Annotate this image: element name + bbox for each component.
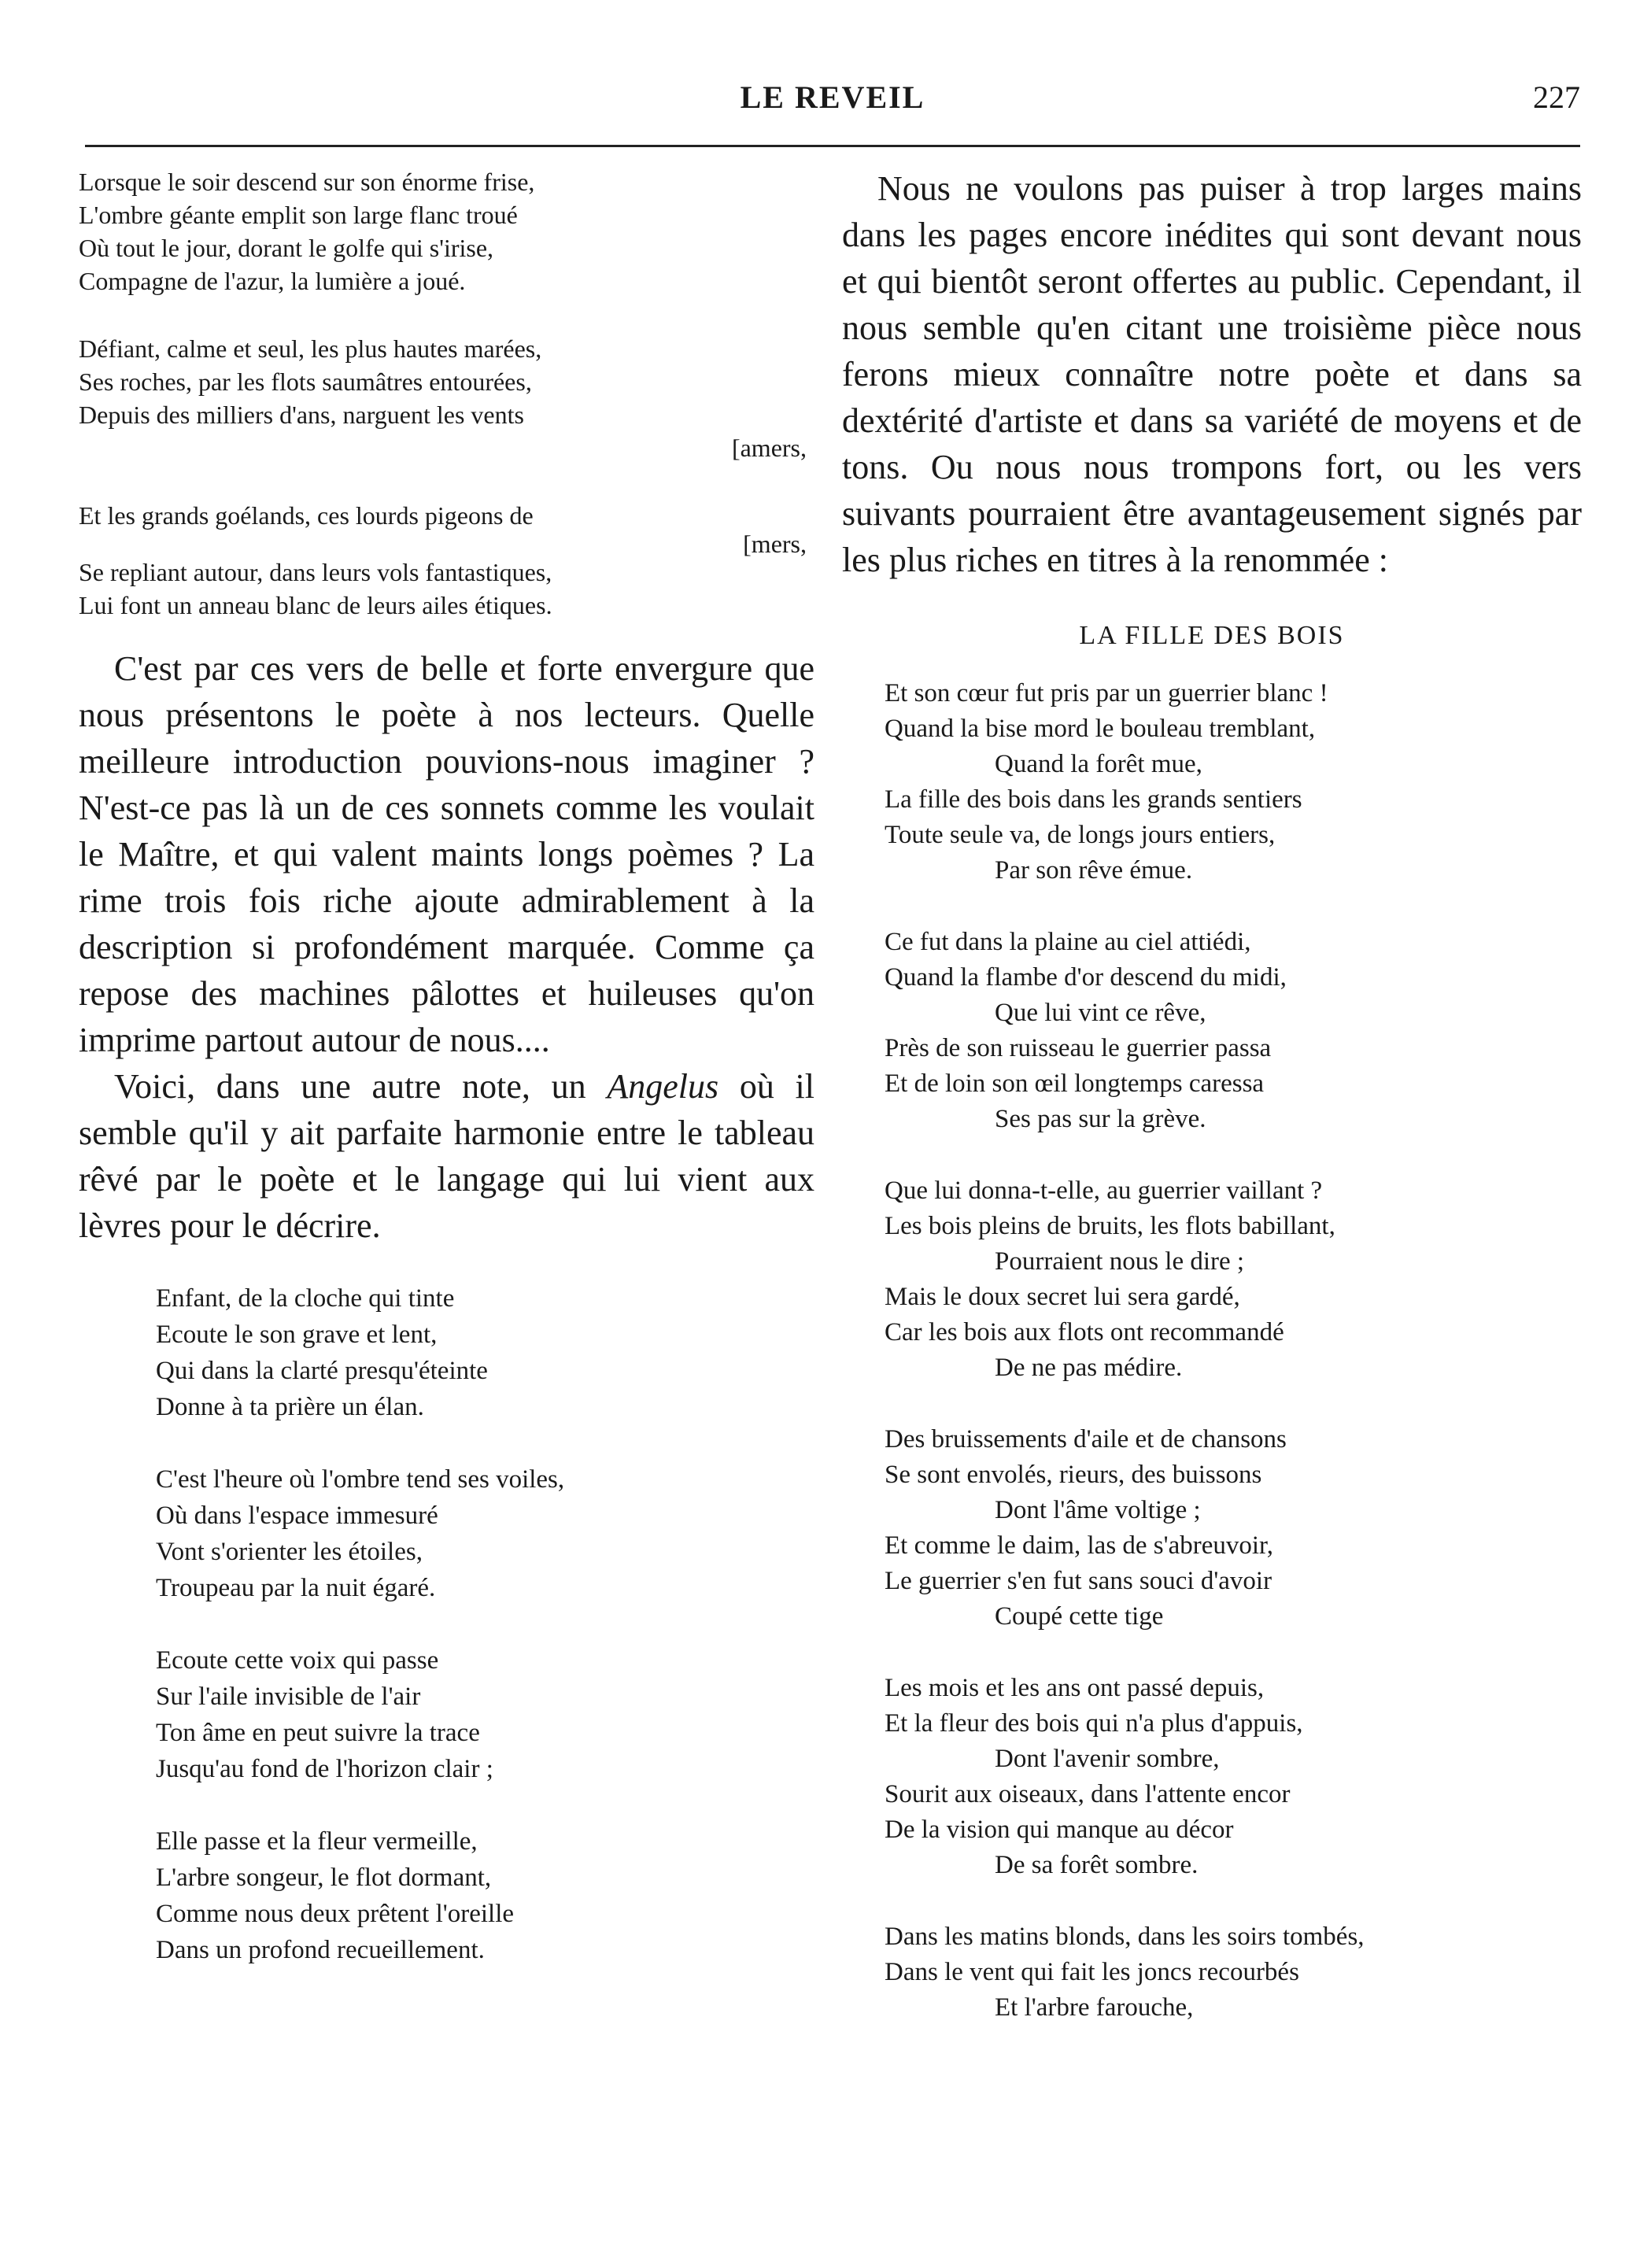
verse-line: La fille des bois dans les grands sentiers bbox=[885, 785, 1302, 814]
verse-line: Et de loin son œil longtemps caressa bbox=[885, 1069, 1265, 1098]
sonnet-stanza bbox=[79, 165, 814, 297]
verse-line: Et l'arbre farouche, bbox=[995, 1993, 1194, 2022]
page-header bbox=[85, 79, 1580, 126]
verse-line: Elle passe et la fleur vermeille, bbox=[156, 1827, 478, 1856]
sonnet-stanza bbox=[79, 332, 814, 464]
verse-line: L'ombre géante emplit son large flanc troué bbox=[79, 201, 518, 229]
poem-stanza bbox=[885, 1173, 1582, 1386]
italic-title: Angelus bbox=[607, 1067, 719, 1106]
verse-line: Où tout le jour, dorant le golfe qui s'irise, bbox=[79, 234, 494, 262]
verse-line: Ton âme en peut suivre la trace bbox=[156, 1719, 480, 1747]
verse-line: Lui font un anneau blanc de leurs ailes étiques. bbox=[79, 591, 552, 619]
introduction-prose bbox=[842, 165, 1582, 583]
verse-line: Et les grands goélands, ces lourds pigeons de bbox=[79, 501, 534, 530]
paragraph bbox=[79, 1063, 814, 1249]
verse-line: Ecoute cette voix qui passe bbox=[156, 1646, 439, 1675]
verse-line: Toute seule va, de longs jours entiers, bbox=[885, 821, 1276, 849]
verse-line: Sur l'aile invisible de l'air bbox=[156, 1683, 421, 1711]
verse-line: Qui dans la clarté presqu'éteinte bbox=[156, 1357, 488, 1385]
verse-line: Dans les matins blonds, dans les soirs tombés, bbox=[885, 1923, 1365, 1951]
verse-line: Les bois pleins de bruits, les flots babillant, bbox=[885, 1212, 1335, 1240]
verse-line: Mais le doux secret lui sera gardé, bbox=[885, 1283, 1240, 1311]
sonnet bbox=[79, 165, 814, 622]
verse-line: Que lui donna-t-elle, au guerrier vaillant ? bbox=[885, 1176, 1323, 1205]
poem-stanza bbox=[156, 1280, 814, 1425]
header-rule bbox=[85, 145, 1580, 147]
verse-line: Vont s'orienter les étoiles, bbox=[156, 1538, 423, 1566]
verse-line: Dans un profond recueillement. bbox=[156, 1936, 485, 1964]
verse-line: Dans le vent qui fait les joncs recourbés bbox=[885, 1958, 1299, 1986]
verse-line: Donne à ta prière un élan. bbox=[156, 1393, 424, 1421]
verse-line: Et son cœur fut pris par un guerrier blanc ! bbox=[885, 679, 1328, 707]
verse-line: Que lui vint ce rêve, bbox=[995, 999, 1206, 1027]
verse-line: Depuis des milliers d'ans, narguent les vents bbox=[79, 401, 524, 429]
page-number: 227 bbox=[1533, 79, 1580, 115]
verse-line: Enfant, de la cloche qui tinte bbox=[156, 1284, 455, 1313]
verse-line: Lorsque le soir descend sur son énorme frise, bbox=[79, 168, 535, 196]
verse-line: C'est l'heure où l'ombre tend ses voiles, bbox=[156, 1465, 565, 1494]
poem-stanza bbox=[156, 1461, 814, 1606]
running-title: LE REVEIL bbox=[740, 79, 925, 115]
verse-line: Coupé cette tige bbox=[995, 1602, 1164, 1631]
verse-line: Troupeau par la nuit égaré. bbox=[156, 1574, 436, 1602]
poem-stanza bbox=[885, 1422, 1582, 1635]
verse-line: De sa forêt sombre. bbox=[995, 1851, 1199, 1879]
verse-line: Pourraient nous le dire ; bbox=[995, 1247, 1245, 1276]
verse-line: Et comme le daim, las de s'abreuvoir, bbox=[885, 1531, 1273, 1560]
fille-des-bois-poem bbox=[842, 676, 1582, 2026]
verse-line: Car les bois aux flots ont recommandé bbox=[885, 1318, 1284, 1346]
verse-line: Défiant, calme et seul, les plus hautes marées, bbox=[79, 334, 542, 363]
verse-line: Quand la forêt mue, bbox=[995, 750, 1202, 778]
left-column bbox=[79, 165, 814, 1968]
verse-line: Des bruissements d'aile et de chansons bbox=[885, 1425, 1287, 1454]
verse-line: Quand la flambe d'or descend du midi, bbox=[885, 963, 1287, 992]
text-span: Voici, dans une autre note, un bbox=[114, 1067, 608, 1106]
verse-line: Quand la bise mord le bouleau tremblant, bbox=[885, 715, 1316, 743]
verse-line: Où dans l'espace immesuré bbox=[156, 1502, 438, 1530]
poem-stanza bbox=[885, 925, 1582, 1137]
verse-line: Et la fleur des bois qui n'a plus d'appuis, bbox=[885, 1709, 1303, 1738]
verse-line: Se repliant autour, dans leurs vols fantastiques, bbox=[79, 558, 552, 586]
verse-line: Dont l'avenir sombre, bbox=[995, 1745, 1220, 1773]
sonnet-stanza bbox=[79, 499, 814, 622]
verse-line-continuation: [mers, bbox=[743, 530, 807, 558]
verse-line: Près de son ruisseau le guerrier passa bbox=[885, 1034, 1272, 1062]
poem-stanza bbox=[885, 676, 1582, 888]
verse-line: Ce fut dans la plaine au ciel attiédi, bbox=[885, 928, 1251, 956]
verse-line: Se sont envolés, rieurs, des buissons bbox=[885, 1461, 1262, 1489]
verse-line: De la vision qui manque au décor bbox=[885, 1816, 1234, 1844]
verse-line: Jusqu'au fond de l'horizon clair ; bbox=[156, 1755, 493, 1783]
poem-stanza bbox=[885, 1671, 1582, 1883]
verse-line: Ses roches, par les flots saumâtres entourées, bbox=[79, 368, 532, 396]
verse-line: Dont l'âme voltige ; bbox=[995, 1496, 1201, 1524]
poem-stanza bbox=[885, 1919, 1582, 2026]
paragraph: Nous ne voulons pas puiser à trop larges mains dans les pages encore inédites qui sont devant nous et qui bientôt seront offertes au public. Cependant, il nous semble qu'en citant une troisième pièce nous ferons mieux connaître notre poète et dans sa dextérité d'artiste et dans sa variété de moyens et de tons. Ou nous nous trompons fort, ou les vers suivants pourraient être avantageusement signés par les plus riches en titres à la renommée : bbox=[842, 169, 1582, 579]
verse-line: Sourit aux oiseaux, dans l'attente encor bbox=[885, 1780, 1291, 1808]
verse-line: De ne pas médire. bbox=[995, 1354, 1183, 1382]
commentary-prose bbox=[79, 645, 814, 1249]
text-span: où il semble qu'il y ait parfaite harmonie entre le tableau rêvé par le poète et le langage qui lui vient aux lèvres pour le décrire. bbox=[79, 1067, 814, 1245]
right-column bbox=[842, 165, 1582, 2026]
verse-line: Ses pas sur la grève. bbox=[995, 1105, 1206, 1133]
verse-line: Par son rêve émue. bbox=[995, 856, 1193, 885]
poem-stanza bbox=[156, 1823, 814, 1968]
verse-line: L'arbre songeur, le flot dormant, bbox=[156, 1864, 492, 1892]
angelus-poem bbox=[79, 1280, 814, 1968]
poem-title: LA FILLE DES BOIS bbox=[1079, 621, 1345, 650]
verse-line: Ecoute le son grave et lent, bbox=[156, 1321, 438, 1349]
poem-stanza bbox=[156, 1642, 814, 1787]
verse-line: Le guerrier s'en fut sans souci d'avoir bbox=[885, 1567, 1272, 1595]
verse-line: Compagne de l'azur, la lumière a joué. bbox=[79, 267, 466, 295]
verse-line: Comme nous deux prêtent l'oreille bbox=[156, 1900, 515, 1928]
paragraph: C'est par ces vers de belle et forte envergure que nous présentons le poète à nos lecteurs. Quelle meilleure introduction pouvions-nous imaginer ? N'est-ce pas là un de ces sonnets comme les voulait le Maître, et qui valent maints longs poèmes ? La rime trois fois riche ajoute admirablement à la description si profondément marquée. Comme ça repose des machines pâlottes et huileuses qu'on imprime partout autour de nous.... bbox=[79, 649, 814, 1059]
verse-line: Les mois et les ans ont passé depuis, bbox=[885, 1674, 1265, 1702]
verse-line-continuation: [amers, bbox=[731, 434, 807, 462]
